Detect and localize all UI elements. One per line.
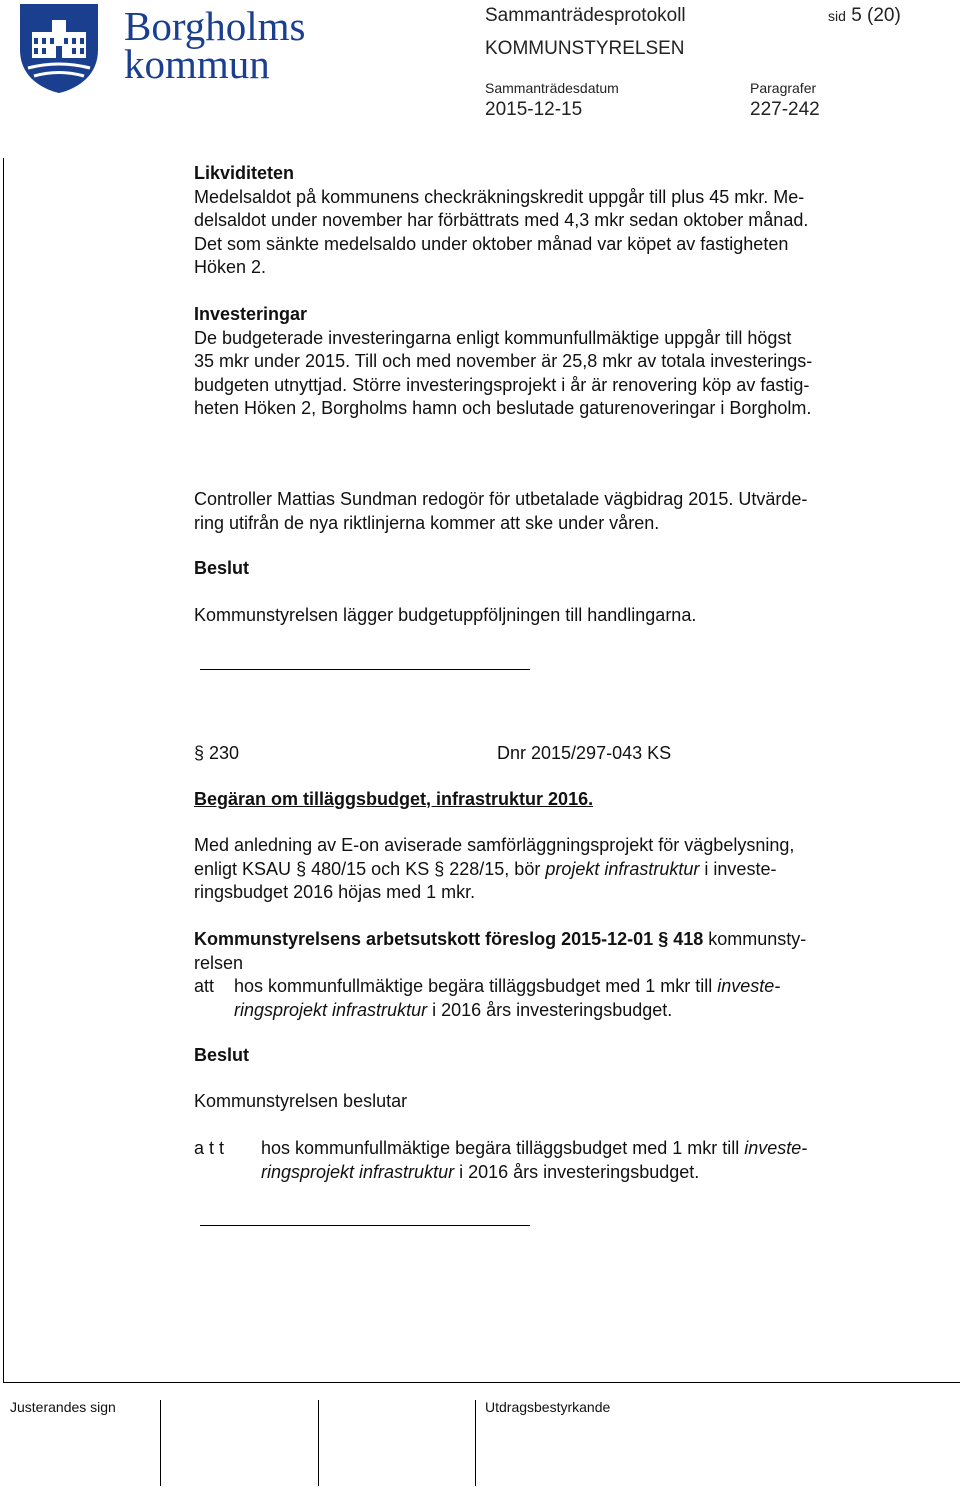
intro-text: 480/15 och KS bbox=[311, 858, 430, 879]
intro-line: Med anledning av E-on aviserade samförläggningsprojekt för vägbelysning, bbox=[194, 835, 795, 855]
page-frame-left bbox=[3, 158, 4, 1382]
decision-line-text: i 2016 års investeringsbudget. bbox=[459, 1161, 700, 1182]
logo-line-1: Borgholms bbox=[124, 3, 306, 49]
page-number-value: 5 (20) bbox=[851, 5, 901, 26]
liquidity-section bbox=[194, 162, 914, 280]
investments-line: budgeten utnyttjad. Större investeringsprojekt i år är renovering köp av fastig- bbox=[194, 374, 810, 395]
proposal-line-italic: ringsprojekt infrastruktur bbox=[234, 999, 428, 1020]
decision-line-italic: ringsprojekt infrastruktur bbox=[261, 1161, 455, 1182]
investments-section bbox=[194, 303, 914, 421]
paragraphs-label: Paragrafer bbox=[750, 80, 817, 96]
proposal-heading: Kommunstyrelsens arbetsutskott föreslog 2015-12-01 bbox=[194, 929, 654, 949]
page-number-label: sid bbox=[828, 8, 846, 24]
investments-heading: Investeringar bbox=[194, 304, 308, 324]
proposal-line bbox=[234, 999, 914, 1023]
signature-box-divider bbox=[318, 1400, 319, 1486]
proposal-heading-rest: kommunsty- bbox=[708, 929, 807, 949]
proposal-line-italic: investe- bbox=[717, 976, 781, 996]
signature-box-divider bbox=[160, 1400, 161, 1486]
decision-line bbox=[261, 1137, 921, 1161]
meeting-date: 2015-12-15 bbox=[485, 99, 583, 120]
decision-line-italic: investe- bbox=[744, 1138, 808, 1158]
municipality-logo bbox=[18, 2, 306, 98]
investments-line: heten Höken 2, Borgholms hamn och beslutade gaturenoveringar i Borgholm. bbox=[194, 398, 812, 418]
paragraph-number-value: 230 bbox=[209, 743, 240, 763]
intro-text: i investe- bbox=[704, 858, 777, 879]
liquidity-line: Höken 2. bbox=[194, 257, 267, 277]
item-intro bbox=[194, 834, 914, 905]
proposal-att: att bbox=[194, 976, 215, 996]
proposal-paragraph: 418 bbox=[673, 929, 704, 949]
proposal-heading-line bbox=[194, 928, 914, 952]
decision-text-1: Kommunstyrelsen lägger budgetuppföljningen till handlingarna. bbox=[194, 605, 697, 625]
paragraph-symbol: § bbox=[434, 858, 445, 879]
paragraph-symbol: § bbox=[658, 929, 669, 949]
intro-text: enligt KSAU bbox=[194, 858, 292, 879]
decision-line bbox=[261, 1161, 921, 1185]
case-number: Dnr 2015/297-043 KS bbox=[497, 743, 672, 763]
signature-box-divider bbox=[475, 1400, 476, 1486]
logo-line-2: kommun bbox=[124, 41, 270, 87]
decision-att: a t t bbox=[194, 1138, 225, 1158]
decision-text-2 bbox=[261, 1137, 921, 1184]
coat-of-arms-icon bbox=[18, 2, 100, 94]
page-frame-bottom bbox=[3, 1382, 960, 1383]
proposal-line-text: hos kommunfullmäktige begära tilläggsbudget med 1 mkr till bbox=[234, 976, 713, 996]
investments-line: De budgeterade investeringarna enligt kommunfullmäktige uppgår till högst bbox=[194, 327, 792, 348]
paragraph-symbol: § bbox=[194, 743, 205, 763]
section-divider bbox=[200, 669, 530, 670]
extract-certification-label: Utdragsbestyrkande bbox=[485, 1399, 611, 1415]
paragraph-number bbox=[194, 742, 239, 766]
decision-line-text: hos kommunfullmäktige begära tilläggsbudget med 1 mkr till bbox=[261, 1138, 740, 1158]
liquidity-heading: Likviditeten bbox=[194, 163, 295, 183]
decision-intro: Kommunstyrelsen beslutar bbox=[194, 1091, 408, 1111]
controller-report bbox=[194, 488, 914, 535]
signature-label: Justerandes sign bbox=[10, 1399, 116, 1415]
document-type: Sammanträdesprotokoll bbox=[485, 5, 686, 26]
decision-heading-2: Beslut bbox=[194, 1045, 250, 1065]
section-divider bbox=[200, 1225, 530, 1226]
investments-line: 35 mkr under 2015. Till och med november är 25,8 mkr av totala investerings- bbox=[194, 351, 813, 371]
meeting-date-label: Sammanträdesdatum bbox=[485, 80, 619, 96]
liquidity-line: delsaldot under november har förbättrats med 4,3 mkr sedan oktober månad. bbox=[194, 210, 809, 230]
proposal-text bbox=[234, 975, 914, 1022]
intro-text: 228/15, bör bbox=[449, 858, 541, 879]
liquidity-line: Medelsaldot på kommunens checkräkningskredit uppgår till plus 45 mkr. Me- bbox=[194, 186, 805, 207]
controller-line: ring utifrån de nya riktlinjerna kommer att ske under våren. bbox=[194, 512, 660, 533]
item-title: Begäran om tilläggsbudget, infrastruktur 2016. bbox=[194, 789, 594, 809]
intro-line: ringsbudget 2016 höjas med 1 mkr. bbox=[194, 882, 476, 902]
paragraph-symbol: § bbox=[296, 858, 307, 879]
decision-heading-1: Beslut bbox=[194, 558, 250, 578]
committee-proposal bbox=[194, 928, 914, 975]
proposal-line-text: i 2016 års investeringsbudget. bbox=[432, 999, 673, 1020]
intro-line bbox=[194, 858, 914, 882]
controller-line: Controller Mattias Sundman redogör för utbetalade vägbidrag 2015. Utvärde- bbox=[194, 489, 808, 509]
proposal-heading-line: relsen bbox=[194, 952, 244, 973]
proposal-line bbox=[234, 975, 914, 999]
paragraphs-range: 227-242 bbox=[750, 99, 820, 120]
committee-name: KOMMUNSTYRELSEN bbox=[485, 38, 685, 59]
liquidity-line: Det som sänkte medelsaldo under oktober månad var köpet av fastigheten bbox=[194, 233, 789, 254]
page-number bbox=[828, 5, 901, 27]
intro-project-name: projekt infrastruktur bbox=[545, 858, 700, 879]
